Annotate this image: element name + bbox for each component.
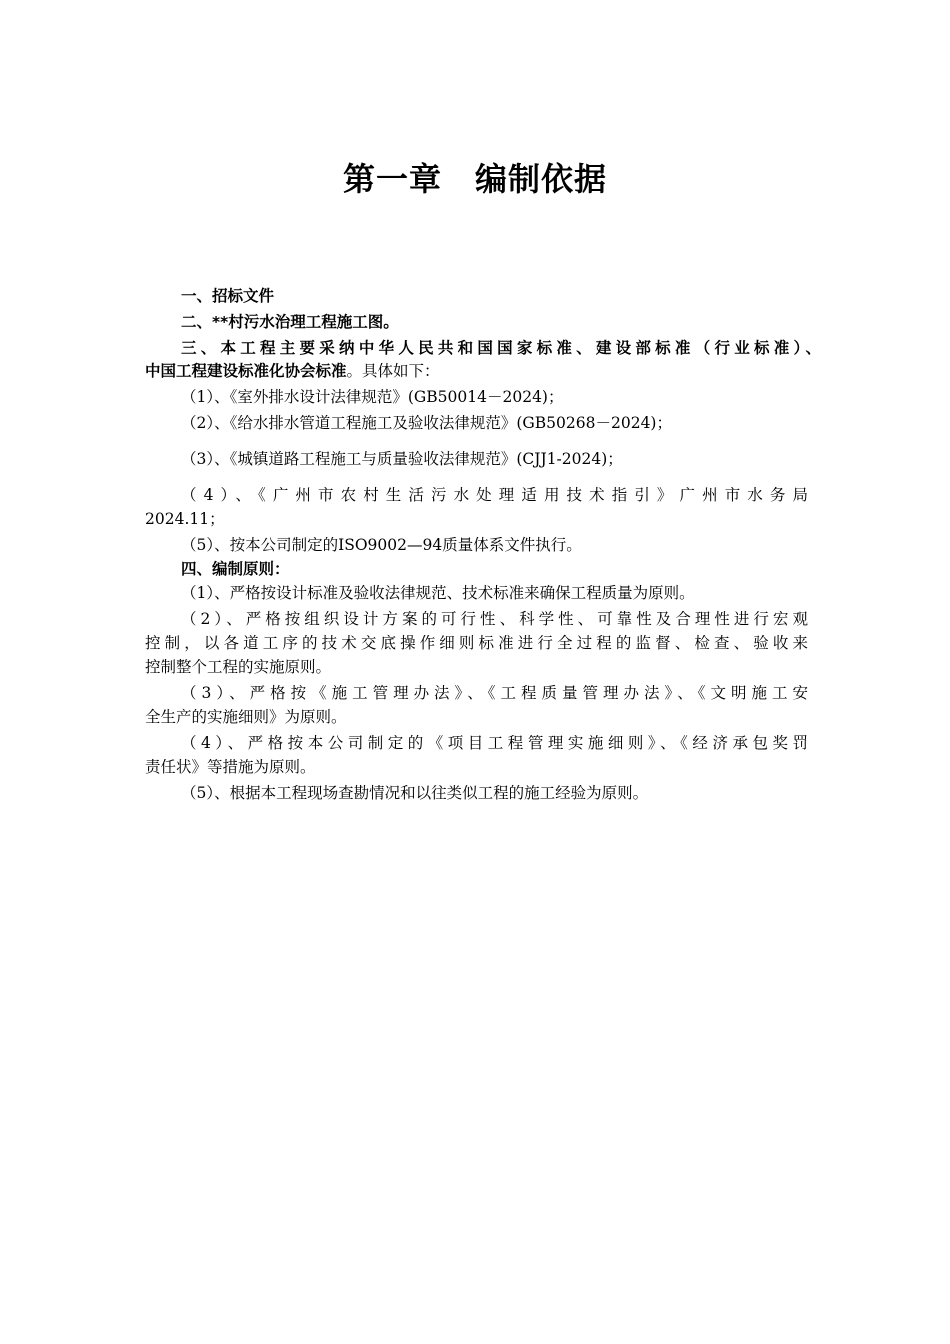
chapter-title: 第一章 编制依据 (342, 160, 607, 198)
standards-heading-part2: 中国工程建设标准化协会标准 (145, 362, 347, 380)
standard-item-4-text: （4）、《广州市农村生活污水处理适用技术指引》广州市水务局 (181, 486, 808, 504)
standard-item-2: （2）、《给水排水管道工程施工及验收法律规范》(GB50268－2024)； (181, 414, 672, 432)
principle-2-text2: 控制，以各道工序的技术交底操作细则标准进行全过程的监督、检查、验收来 (145, 634, 808, 652)
principle-2-line3: 控制整个工程的实施原则。 (145, 658, 332, 676)
standard-item-1: （1）、《室外排水设计法律规范》(GB50014－2024)； (181, 388, 564, 406)
principle-2-line2 (145, 632, 808, 655)
principle-3-line1 (181, 682, 808, 705)
principle-4-line1 (181, 732, 808, 755)
standard-item-3: （3）、《城镇道路工程施工与质量验收法律规范》(CJJ1-2024)； (181, 450, 623, 468)
item-principles-heading: 四、编制原则： (181, 560, 290, 578)
principle-4-line2: 责任状》等措施为原则。 (145, 758, 316, 776)
item-standards-line1 (181, 337, 821, 360)
item-standards-line2 (145, 360, 440, 383)
principle-2-text1: （2）、严格按组织设计方案的可行性、科学性、可靠性及合理性进行宏观 (181, 610, 808, 628)
item-tender-documents: 一、招标文件 (181, 287, 275, 305)
principle-3-text1: （3）、严格按《施工管理办法》、《工程质量管理办法》、《文明施工安 (181, 684, 808, 702)
standard-item-4-line1 (181, 484, 808, 507)
principle-5: （5）、根据本工程现场查勘情况和以往类似工程的施工经验为原则。 (181, 784, 649, 802)
principle-1: （1）、严格按设计标准及验收法律规范、技术标准来确保工程质量为原则。 (181, 584, 695, 602)
principle-4-text1: （4）、严格按本公司制定的《项目工程管理实施细则》、《经济承包奖罚 (181, 734, 808, 752)
standard-item-4-line2: 2024.11； (145, 510, 225, 528)
standard-item-5: （5）、按本公司制定的ISO9002—94质量体系文件执行。 (181, 536, 582, 554)
standards-heading-part1: 三、本工程主要采纳中华人民共和国国家标准、建设部标准（行业标准）、 (181, 339, 821, 357)
item-construction-drawings: 二、**村污水治理工程施工图。 (181, 313, 399, 331)
principle-3-line2: 全生产的实施细则》为原则。 (145, 708, 347, 726)
principle-2-line1 (181, 608, 808, 631)
standards-heading-tail: 。具体如下： (346, 362, 440, 380)
